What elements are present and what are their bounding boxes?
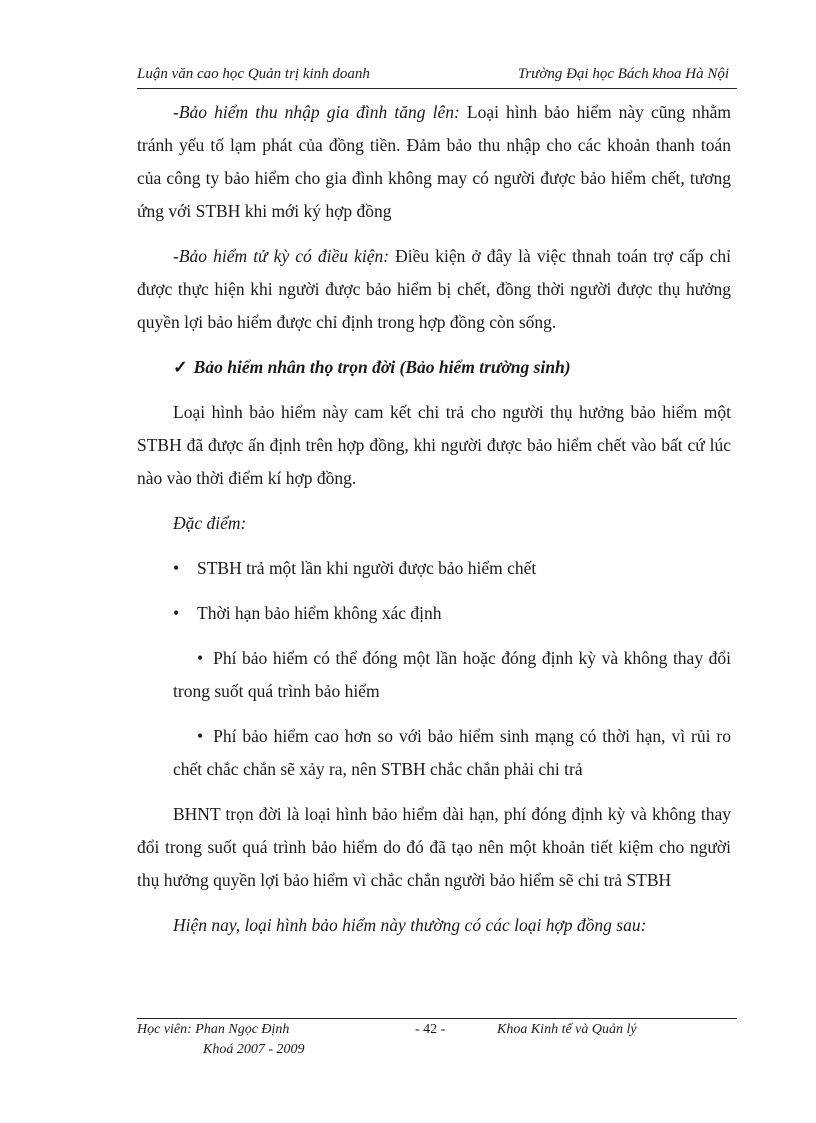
footer-department: Khoa Kinh tế và Quản lý	[497, 1022, 637, 1037]
bullet-icon: •	[173, 603, 180, 623]
bullet-icon: •	[197, 648, 204, 668]
header-university: Trường Đại học Bách khoa Hà Nội	[517, 66, 729, 82]
footer-divider	[137, 1018, 737, 1019]
paragraph-whole-life: Loại hình bảo hiểm này cam kết chi trả cho người thụ hưởng bảo hiểm một STBH đã được ấn định trên hợp đồng, khi người được bảo hiểm chết vào bất cứ lúc nào vào thời điểm kí hợp đồng.	[137, 402, 731, 488]
list-item	[137, 597, 731, 630]
list-item	[137, 552, 731, 585]
section-heading-text: Bảo hiểm nhân thọ trọn đời (Bảo hiểm trường sinh)	[193, 357, 571, 377]
paragraph-contract-types-intro: Hiện nay, loại hình bảo hiểm này thường có các loại hợp đồng sau:	[173, 915, 647, 935]
page-content	[137, 96, 731, 954]
paragraph-text: Điều kiện ở đây là việc thnah toán trợ cấp chỉ được thực hiện khi người được bảo hiểm bị chết, đồng thời người được thụ hưởng quyền lợi bảo hiểm được chỉ định trong hợp đồng còn sống.	[137, 246, 731, 332]
paragraph-bhnt-summary: BHNT trọn đời là loại hình bảo hiểm dài hạn, phí đóng định kỳ và không thay đổi trong suốt quá trình bảo hiểm do đó đã tạo nên một khoản tiết kiệm cho người thụ hưởng quyền lợi bảo hiểm vì chắc chắn người bảo hiểm sẽ chi trả STBH	[137, 804, 731, 890]
paragraph-conditional-term	[137, 240, 731, 339]
features-label: Đặc điểm:	[173, 513, 247, 533]
bullet-icon: •	[197, 726, 204, 746]
header-thesis-title: Luận văn cao học Quản trị kinh doanh	[137, 66, 370, 82]
list-item	[137, 720, 731, 786]
list-item-text: STBH trả một lần khi người được bảo hiểm chết	[197, 558, 537, 578]
paragraph-term: -Bảo hiểm tử kỳ có điều kiện:	[173, 246, 390, 266]
list-item-text: Phí bảo hiểm có thể đóng một lần hoặc đóng định kỳ và không thay đổi trong suốt quá trình bảo hiểm	[173, 648, 731, 701]
paragraph-family-income	[137, 96, 731, 228]
paragraph-text: Loại hình bảo hiểm này cũng nhằm tránh yếu tố lạm phát của đồng tiền. Đảm bảo thu nhập cho các khoản thanh toán của công ty bảo hiểm cho gia đình không may có người được bảo hiểm chết, tương ứng với STBH khi mới ký hợp đồng	[137, 102, 731, 221]
list-item-text: Thời hạn bảo hiểm không xác định	[197, 603, 442, 623]
section-heading	[137, 351, 731, 384]
list-item	[137, 642, 731, 708]
list-item-text: Phí bảo hiểm cao hơn so với bảo hiểm sinh mạng có thời hạn, vì rủi ro chết chắc chắn sẽ xảy ra, nên STBH chắc chắn phải chi trả	[173, 726, 731, 779]
footer-student: Học viên: Phan Ngọc Định	[137, 1022, 290, 1037]
page-header	[137, 64, 737, 89]
paragraph-term: -Bảo hiểm thu nhập gia đình tăng lên:	[173, 102, 460, 122]
page-number: - 42 -	[415, 1022, 446, 1037]
checkmark-icon: ✓	[173, 357, 188, 377]
bullet-icon: •	[173, 558, 180, 578]
footer-course: Khoá 2007 - 2009	[203, 1042, 305, 1057]
